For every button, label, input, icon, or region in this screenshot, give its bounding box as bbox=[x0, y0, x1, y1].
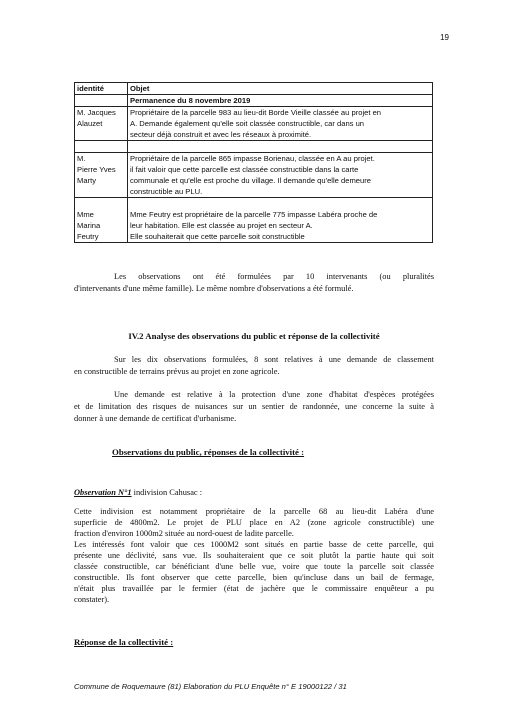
page-number: 19 bbox=[440, 33, 449, 42]
section-title: IV.2 Analyse des observations du public et réponse de la collectivité bbox=[128, 331, 380, 341]
table-cell-identite bbox=[75, 107, 128, 141]
table-cell-identite bbox=[75, 153, 128, 198]
table-session-row bbox=[75, 95, 433, 107]
identite-line: Marina bbox=[77, 221, 101, 230]
table-row bbox=[75, 198, 433, 243]
observations-heading: Observations du public, réponses de la collectivité : bbox=[112, 447, 305, 457]
response-heading: Réponse de la collectivité : bbox=[74, 637, 174, 647]
identite-line: Alauzet bbox=[77, 119, 103, 128]
table-cell-objet bbox=[128, 198, 433, 243]
objet-line: A. Demande également qu'elle soit classée constructible, car dans un bbox=[130, 119, 365, 128]
table-header-identite: identité bbox=[75, 83, 128, 95]
paragraph-line: Sur les dix observations formulées, 8 sont relatives à une demande de classement bbox=[114, 355, 434, 364]
identite-line: Mme bbox=[77, 210, 94, 219]
objet-line: communale et qu'elle est proche du village. Il demande qu'elle demeure bbox=[130, 176, 371, 185]
table-row bbox=[75, 153, 433, 198]
obs-text-line: constater). bbox=[74, 595, 110, 604]
footer: Commune de Roquemaure (81) Elaboration du PLU Enquête n° E 19000122 / 31 bbox=[74, 682, 347, 691]
paragraph-line: et de limitation des risques de nuisances sur un sentier de randonnée, une concerne la suite à bbox=[74, 402, 434, 411]
paragraph-line: Une demande est relative à la protection d'une zone d'habitat d'espèces protégées bbox=[114, 390, 434, 399]
observations-table bbox=[74, 82, 433, 243]
intro-line: Les observations ont été formulées par 10 intervenants (ou pluralités bbox=[114, 272, 434, 281]
identite-line: Feutry bbox=[77, 232, 99, 241]
objet-line: Propriétaire de la parcelle 983 au lieu-dit Borde Vieille classée au projet en bbox=[130, 108, 382, 117]
identite-line: Marty bbox=[77, 176, 96, 185]
identite-line: Pierre Yves bbox=[77, 165, 116, 174]
objet-line: Elle souhaiterait que cette parcelle soit constructible bbox=[130, 232, 305, 241]
paragraph-line: en constructible de terrains prévus au projet en zone agricole. bbox=[74, 367, 280, 376]
table-row bbox=[75, 107, 433, 141]
obs-text-line: fraction d'environ 1000m2 située au nord-ouest de ladite parcelle. bbox=[74, 529, 294, 538]
observation-label: Observation N°1 bbox=[74, 488, 132, 497]
paragraph-line: donner à une demande de certificat d'urbanisme. bbox=[74, 414, 237, 423]
obs-text-line: Les intéressés font valoir que ces 1000M2 sont situés en partie basse de cette parcelle, qui bbox=[74, 540, 434, 549]
table-cell-objet bbox=[128, 153, 433, 198]
observation-subject: indivision Cahusac : bbox=[131, 488, 203, 497]
obs-text-line: classée constructible, car bénéficiant d'une belle vue, voire que toute la parcelle soit classée bbox=[74, 562, 434, 571]
table-session-label: Permanence du 8 novembre 2019 bbox=[128, 95, 433, 107]
objet-line: constructible au PLU. bbox=[130, 187, 203, 196]
obs-text-line: n'était plus travaillée par le fermier (état de jachère que le commissaire enquêteur a pu bbox=[74, 584, 434, 593]
obs-text-line: constructible. Ils font observer que cette parcelle, bien qu'incluse dans un bail de fermage, bbox=[74, 573, 434, 582]
table-spacer-row bbox=[75, 141, 433, 153]
obs-text-line: Cette indivision est notamment propriétaire de la parcelle 68 au lieu-dit Labéra d'une bbox=[74, 507, 434, 516]
objet-line: Mme Feutry est propriétaire de la parcelle 775 impasse Labéra proche de bbox=[130, 210, 378, 219]
identite-line: M. bbox=[77, 154, 86, 163]
obs-text-line: superficie de 4800m2. Le projet de PLU place en A2 (zone agricole constructible) une bbox=[74, 518, 434, 527]
table-cell-objet bbox=[128, 107, 433, 141]
objet-line: il fait valoir que cette parcelle est classée constructible dans la carte bbox=[130, 165, 359, 174]
objet-line: Propriétaire de la parcelle 865 impasse Borienau, classée en A au projet. bbox=[130, 154, 375, 163]
identite-line: M. Jacques bbox=[77, 108, 116, 117]
objet-line: secteur déjà construit et avec les réseaux à proximité. bbox=[130, 130, 312, 139]
observation-title bbox=[74, 487, 202, 498]
table-header-objet: Objet bbox=[128, 83, 433, 95]
objet-line: leur habitation. Elle est classée au projet en secteur A. bbox=[130, 221, 313, 230]
obs-text-line: présente une déclivité, sans vue. Ils souhaiteraient que ce soit plutôt la partie haute qui soit bbox=[74, 551, 434, 560]
table-cell-empty bbox=[75, 95, 128, 107]
table-header-row bbox=[75, 83, 433, 95]
table-cell-identite bbox=[75, 198, 128, 243]
intro-line: d'intervenants d'une même famille). Le même nombre d'observations a été formulé. bbox=[74, 284, 354, 293]
